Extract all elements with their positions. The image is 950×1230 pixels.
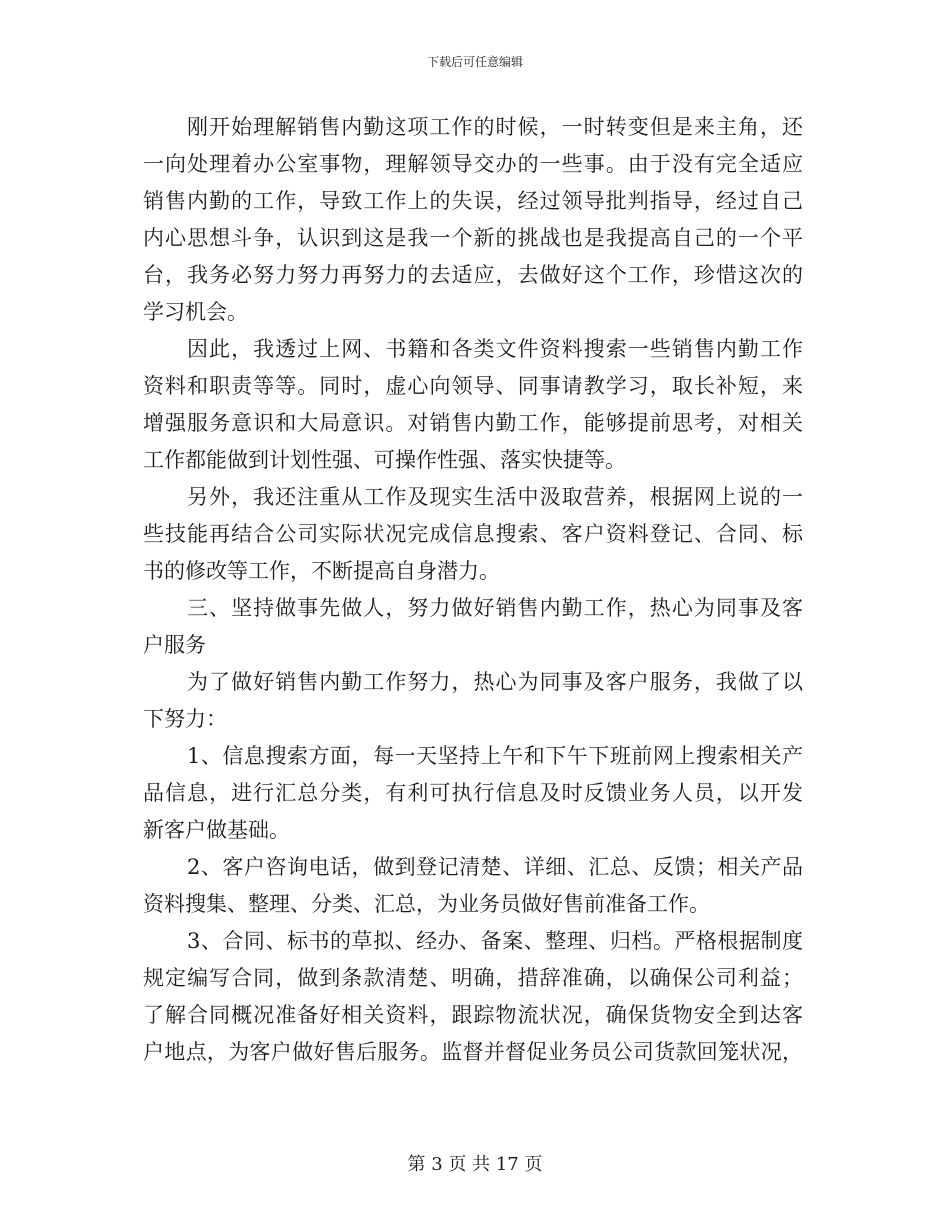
- paragraph-line: 因此，我透过上网、书籍和各类文件资料搜索一些销售内勤工作: [187, 337, 803, 361]
- paragraph-line: 新客户做基础。: [143, 818, 290, 842]
- paragraph-line: 工作都能做到计划性强、可操作性强、落实快捷等。: [143, 448, 626, 472]
- paragraph-line: 学习机会。: [143, 300, 248, 324]
- paragraph-line: 2、客户咨询电话，做到登记清楚、详细、汇总、反馈；相关产品: [187, 855, 803, 879]
- page-number-footer: 第 3 页 共 17 页: [407, 1154, 543, 1175]
- paragraph-line: 3、合同、标书的草拟、经办、备案、整理、归档。严格根据制度: [187, 929, 803, 953]
- paragraph-line: 资料和职责等等。同时，虚心向领导、同事请教学习，取长补短，来: [143, 374, 803, 398]
- paragraph-line: 三、坚持做事先做人，努力做好销售内勤工作，热心为同事及客: [187, 596, 803, 620]
- paragraph-line: 户地点，为客户做好售后服务。监督并督促业务员公司货款回笼状况，: [143, 1040, 803, 1064]
- paragraph: [143, 923, 803, 1071]
- paragraph: [143, 849, 803, 923]
- paragraph: [143, 109, 803, 331]
- paragraph: [143, 590, 803, 664]
- paragraph-line: 刚开始理解销售内勤这项工作的时候，一时转变但是来主角，还: [187, 115, 803, 139]
- paragraph: [143, 738, 803, 849]
- paragraph-line: 品信息，进行汇总分类，有利可执行信息及时反馈业务人员，以开发: [143, 781, 803, 805]
- paragraph-line: 些技能再结合公司实际状况完成信息搜索、客户资料登记、合同、标: [143, 522, 803, 546]
- paragraph-line: 下努力：: [143, 707, 227, 731]
- paragraph-line: 销售内勤的工作，导致工作上的失误，经过领导批判指导，经过自己: [143, 189, 803, 213]
- document-body: [143, 109, 803, 1071]
- paragraph-line: 规定编写合同，做到条款清楚、明确，措辞准确，以确保公司利益；: [143, 966, 803, 990]
- paragraph-line: 1、信息搜索方面，每一天坚持上午和下午下班前网上搜索相关产: [187, 744, 803, 768]
- paragraph: [143, 664, 803, 738]
- paragraph: [143, 479, 803, 590]
- paragraph-line: 书的修改等工作，不断提高自身潜力。: [143, 559, 500, 583]
- paragraph-line: 了解合同概况准备好相关资料，跟踪物流状况，确保货物安全到达客: [143, 1003, 803, 1027]
- paragraph-line: 内心思想斗争，认识到这是我一个新的挑战也是我提高自己的一个平: [143, 226, 803, 250]
- paragraph-line: 增强服务意识和大局意识。对销售内勤工作，能够提前思考，对相关: [143, 411, 803, 435]
- paragraph-line: 另外，我还注重从工作及现实生活中汲取营养，根据网上说的一: [187, 485, 803, 509]
- paragraph-line: 台，我务必努力努力再努力的去适应，去做好这个工作，珍惜这次的: [143, 263, 803, 287]
- paragraph-line: 资料搜集、整理、分类、汇总，为业务员做好售前准备工作。: [143, 892, 710, 916]
- paragraph-line: 一向处理着办公室事物，理解领导交办的一些事。由于没有完全适应: [143, 152, 803, 176]
- paragraph-line: 为了做好销售内勤工作努力，热心为同事及客户服务，我做了以: [187, 670, 803, 694]
- paragraph: [143, 331, 803, 479]
- page-header: 下载后可任意编辑: [426, 55, 523, 69]
- paragraph-line: 户服务: [143, 633, 206, 657]
